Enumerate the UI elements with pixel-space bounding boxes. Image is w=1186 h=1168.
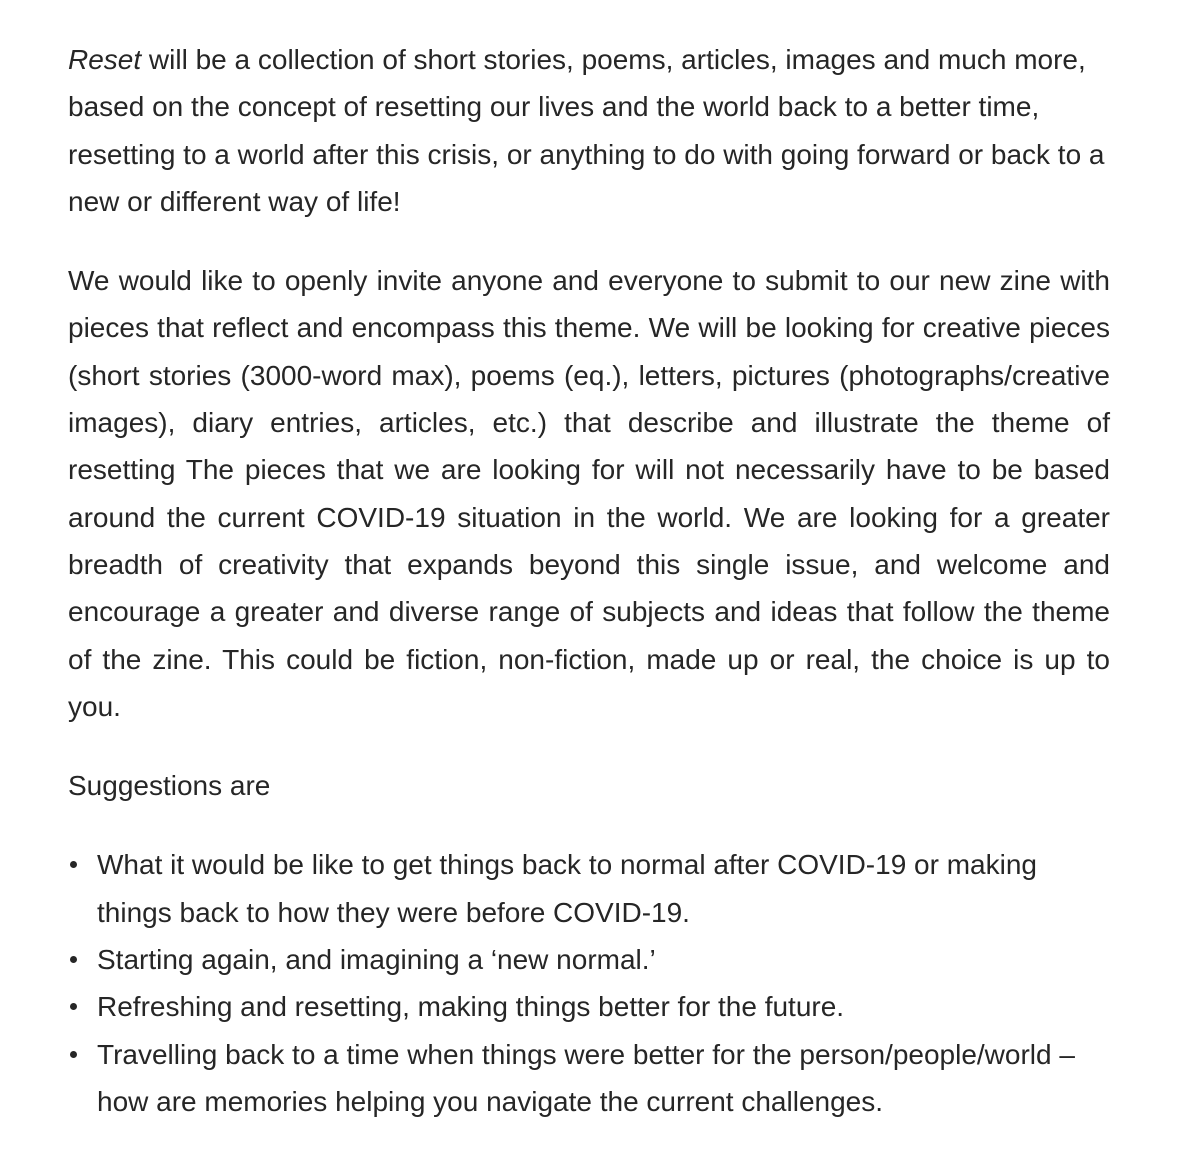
list-item-text: Starting again, and imagining a ‘new normal.’	[97, 944, 656, 976]
bullet-icon	[70, 861, 77, 868]
bullet-icon	[70, 1051, 77, 1058]
bullet-icon	[70, 1003, 77, 1010]
suggestions-list	[68, 841, 1110, 1125]
suggestions-heading: Suggestions are	[68, 770, 271, 802]
zine-title: Reset	[68, 44, 142, 75]
list-item-text: What it would be like to get things back to normal after COVID-19 or making things back to how they were before COVID-19.	[97, 849, 1037, 928]
invite-paragraph: We would like to openly invite anyone and everyone to submit to our new zine with pieces that reflect and encompass this theme. We will be looking for creative pieces (short stories (3000-word max), poems (eq.), letters, pictures (photographs/creative images), diary entries, articles, etc.) that describe and illustrate the theme of resetting The pieces that we are looking for will not necessarily have to be based around the current COVID-19 situation in the world. We are looking for a greater breadth of creativity that expands beyond this single issue, and welcome and encourage a greater and diverse range of subjects and ideas that follow the theme of the zine. This could be fiction, non-fiction, made up or real, the choice is up to you.	[68, 265, 1110, 722]
list-item	[68, 936, 1110, 983]
list-item-text: Travelling back to a time when things were better for the person/people/world – how are memories helping you navigate the current challenges.	[97, 1038, 1075, 1117]
list-item	[68, 983, 1110, 1030]
list-item-text: Refreshing and resetting, making things better for the future.	[97, 991, 845, 1023]
bullet-icon	[70, 956, 77, 963]
intro-text: will be a collection of short stories, poems, articles, images and much more, based on the concept of resetting our lives and the world back to a better time, resetting to a world after this crisis, or anything to do with going forward or back to a new or different way of life!	[68, 44, 1105, 217]
article-body	[68, 36, 1110, 1125]
list-item	[68, 1031, 1110, 1126]
intro-paragraph	[68, 36, 1110, 225]
list-item	[68, 841, 1110, 936]
